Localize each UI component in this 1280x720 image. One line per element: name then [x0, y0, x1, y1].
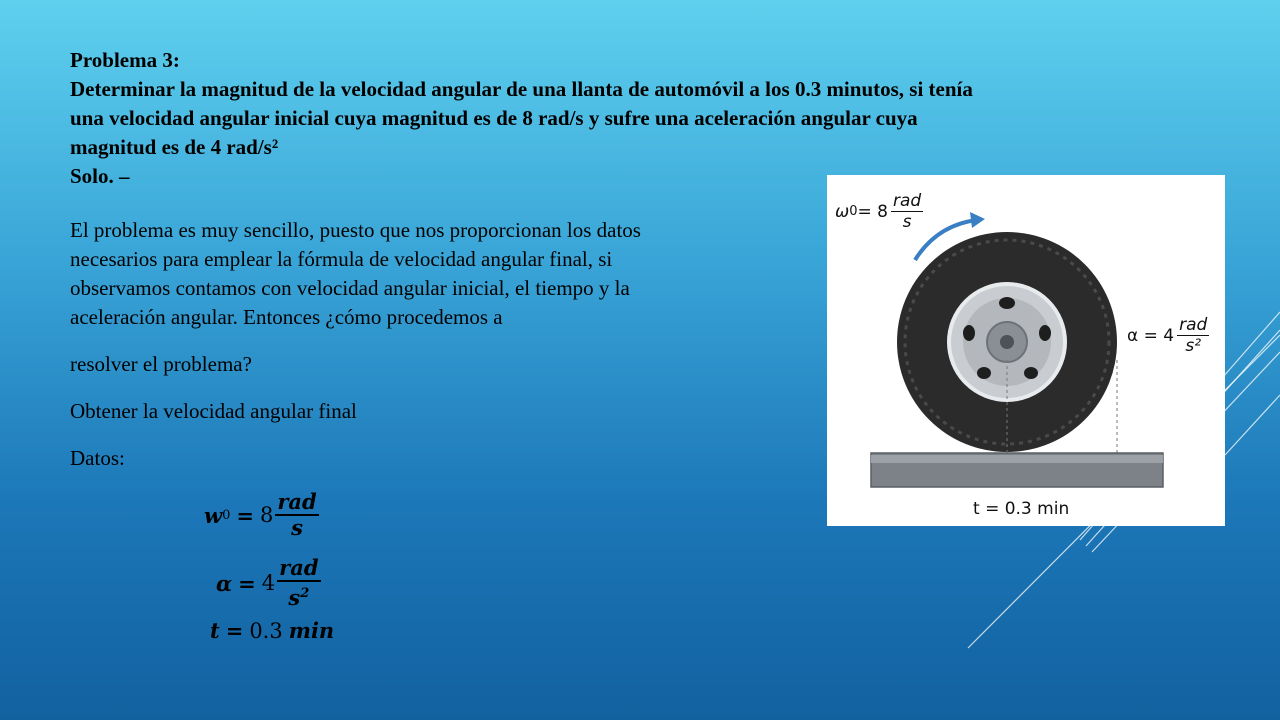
explanation-line-3: observamos contamos con velocidad angular inicial, el tiempo y la [70, 276, 630, 300]
formula-angular-acceleration [216, 556, 321, 610]
omega-eq: = 8 [857, 201, 888, 222]
var-t: t [210, 618, 220, 643]
omega-fraction [891, 191, 923, 232]
tire-figure [827, 175, 1225, 526]
omega-symbol: ω [835, 201, 850, 222]
rim-hole [1039, 325, 1051, 341]
rim-hole [977, 367, 991, 379]
explanation-line-1: El problema es muy sencillo, puesto que nos proporcionan los datos [70, 218, 641, 242]
fraction-rad-s [275, 490, 318, 540]
var-alpha: α [216, 570, 233, 596]
alpha-text: α = 4 [1127, 325, 1175, 346]
coef-8: 8 [259, 503, 274, 527]
continuation-text: resolver el problema? [70, 352, 252, 376]
question-line-1: Determinar la magnitud de la velocidad angular de una llanta de automóvil a los 0.3 minutos, si tenía [70, 77, 973, 101]
omega-label [835, 191, 923, 232]
explanation-line-4: aceleración angular. Entonces ¿cómo procedemos a [70, 305, 503, 329]
equals-sign: = [238, 570, 256, 596]
alpha-fraction [1177, 315, 1209, 356]
alpha-den: s² [1185, 336, 1202, 356]
omega-num: rad [893, 191, 922, 211]
frac-denominator: s [291, 515, 303, 540]
omega-sub: 0 [849, 204, 858, 219]
time-unit: min [288, 618, 335, 643]
data-heading: Datos: [70, 446, 125, 470]
problem-title: Problema 3: [70, 48, 180, 72]
coef-4: 4 [261, 571, 276, 595]
equals-sign: = [236, 502, 254, 528]
formula-time [210, 618, 334, 643]
question-line-3: magnitud es de 4 rad/s² [70, 135, 279, 159]
den-sup-2: 2 [300, 586, 310, 601]
var-w: w [204, 502, 223, 528]
rim-hole [963, 325, 975, 341]
den-s: s [288, 585, 301, 610]
hub-center [1000, 335, 1014, 349]
frac-numerator: rad [277, 489, 317, 514]
rim-hole [999, 297, 1015, 309]
ground-highlight [871, 455, 1163, 463]
equals-sign: = [225, 618, 244, 643]
rim-hole [1024, 367, 1038, 379]
step-text: Obtener la velocidad angular final [70, 399, 357, 423]
formula-initial-angular-velocity [204, 490, 319, 540]
question-line-2: una velocidad angular inicial cuya magnitud es de 8 rad/s y sufre una aceleración angular cuya [70, 106, 918, 130]
alpha-label [1127, 315, 1209, 356]
time-label: t = 0.3 min [973, 499, 1070, 519]
solution-heading: Solo. – [70, 164, 130, 188]
frac-denominator [288, 582, 309, 610]
problem-header [70, 46, 1230, 191]
sub-0: 0 [222, 507, 231, 523]
omega-den: s [902, 212, 912, 232]
explanation-block [70, 216, 810, 473]
alpha-num: rad [1179, 315, 1208, 335]
arrow-head-icon [970, 212, 985, 228]
frac-numerator: rad [279, 555, 319, 580]
explanation-line-2: necesarios para emplear la fórmula de velocidad angular final, si [70, 247, 613, 271]
explanation-paragraph [70, 216, 810, 332]
fraction-rad-s2 [277, 556, 320, 610]
time-value: 0.3 [249, 618, 283, 643]
